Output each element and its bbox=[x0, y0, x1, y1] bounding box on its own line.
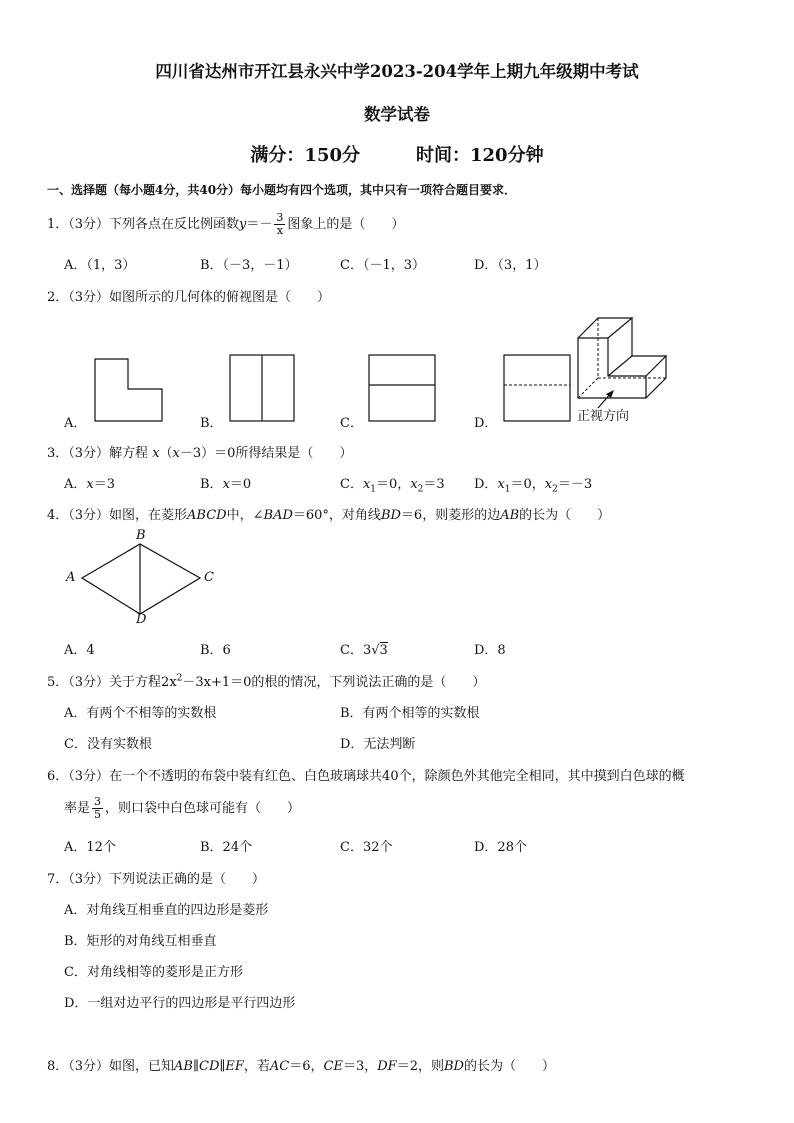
question-5-option-a[interactable]: A．有两个不相等的实数根 bbox=[64, 706, 217, 721]
question-4-stem: 4．（3分）如图，在菱形ABCD中，∠BAD＝60°，对角线BD＝6，则菱形的边AB的长为（ ） bbox=[47, 508, 611, 523]
topview-a-shape bbox=[94, 358, 164, 422]
question-2-stem: 2．（3分）如图所示的几何体的俯视图是（ ） bbox=[47, 290, 331, 305]
view-direction-caption: 正视方向 bbox=[577, 409, 630, 424]
question-7-option-b[interactable]: B．矩形的对角线互相垂直 bbox=[64, 934, 217, 949]
question-6-stem-line1: 6．（3分）在一个不透明的布袋中装有红色、白色玻璃球共40个，除颜色外其他完全相同，其中摸到白色球的概 bbox=[47, 769, 685, 784]
rhombus-figure bbox=[80, 542, 204, 618]
question-6-option-b[interactable]: B．24个 bbox=[200, 840, 253, 855]
vertex-a: A bbox=[66, 570, 76, 585]
question-4-option-d[interactable]: D．8 bbox=[474, 643, 506, 658]
question-2-option-c[interactable]: C． bbox=[340, 416, 363, 431]
question-7-option-a[interactable]: A．对角线互相垂直的四边形是菱形 bbox=[64, 903, 269, 918]
question-5-option-c[interactable]: C．没有实数根 bbox=[64, 737, 152, 752]
full-score: 满分：150分 bbox=[250, 145, 360, 166]
vertex-d: D bbox=[136, 612, 147, 627]
solid-figure bbox=[576, 316, 672, 406]
question-3-option-d[interactable]: D．$x_1=0$，$x_2=-3$ bbox=[474, 477, 593, 495]
exam-subject: 数学试卷 bbox=[364, 105, 430, 124]
vertex-c: C bbox=[204, 570, 214, 585]
question-2-option-b[interactable]: B． bbox=[200, 416, 223, 431]
question-6-option-c[interactable]: C．32个 bbox=[340, 840, 393, 855]
question-3-option-c[interactable]: C．$x_1=0$，$x_2=3$ bbox=[340, 477, 445, 495]
question-4-option-a[interactable]: A．4 bbox=[64, 643, 95, 658]
exam-time: 时间：120分钟 bbox=[416, 145, 544, 166]
question-4-option-c[interactable]: C．3√3 bbox=[340, 643, 388, 658]
section-heading: 一、选择题（每小题4分，共40分）每小题均有四个选项，其中只有一项符合题目要求． bbox=[47, 183, 517, 197]
question-5-option-b[interactable]: B．有两个相等的实数根 bbox=[340, 706, 480, 721]
question-6-stem-line2: 率是 $\frac{3}{5}$ ，则口袋中白色球可能有（ ） bbox=[64, 795, 301, 821]
topview-c-shape bbox=[368, 354, 436, 422]
question-5-option-d[interactable]: D．无法判断 bbox=[340, 737, 416, 752]
question-5-stem: 5．（3分）关于方程$2x^2-3x+1=0$的根的情况，下列说法正确的是（ ） bbox=[47, 673, 486, 690]
question-3-option-a[interactable]: A．x＝3 bbox=[64, 477, 116, 492]
question-1-option-d[interactable]: D．（3，1） bbox=[474, 258, 547, 273]
question-7-stem: 7．（3分）下列说法正确的是（ ） bbox=[47, 872, 266, 887]
question-6-option-d[interactable]: D．28个 bbox=[474, 840, 527, 855]
vertex-b: B bbox=[136, 528, 146, 543]
question-7-option-c[interactable]: C．对角线相等的菱形是正方形 bbox=[64, 965, 243, 980]
question-2-option-d[interactable]: D． bbox=[474, 416, 498, 431]
question-3-stem: 3．（3分）解方程 x（x－3）＝0所得结果是（ ） bbox=[47, 446, 353, 461]
question-3-option-b[interactable]: B．x＝0 bbox=[200, 477, 252, 492]
question-8-stem: 8．（3分）如图，已知AB∥CD∥EF，若AC＝6，CE＝3，DF＝2，则BD的长为（ ） bbox=[47, 1059, 555, 1074]
question-1-option-a[interactable]: A．（1，3） bbox=[64, 258, 136, 273]
question-4-option-b[interactable]: B．6 bbox=[200, 643, 231, 658]
topview-b-shape bbox=[229, 354, 295, 422]
question-1-option-b[interactable]: B．（－3，－1） bbox=[200, 258, 298, 273]
question-1-option-c[interactable]: C．（－1，3） bbox=[340, 258, 425, 273]
fraction: $\frac{3}{x}$ bbox=[276, 211, 284, 237]
exam-title: 四川省达州市开江县永兴中学2023-204学年上期九年级期中考试 bbox=[155, 62, 639, 81]
question-7-option-d[interactable]: D．一组对边平行的四边形是平行四边形 bbox=[64, 996, 296, 1011]
fraction: $\frac{3}{5}$ bbox=[94, 795, 102, 821]
exam-meta bbox=[0, 141, 794, 167]
question-2-option-a[interactable]: A． bbox=[64, 416, 87, 431]
question-1-stem: 1．（3分）下列各点在反比例函数y＝－ $\frac{3}{x}$ 图象上的是（ ） bbox=[47, 211, 405, 237]
topview-d-shape bbox=[503, 354, 571, 422]
question-6-option-a[interactable]: A．12个 bbox=[64, 840, 116, 855]
